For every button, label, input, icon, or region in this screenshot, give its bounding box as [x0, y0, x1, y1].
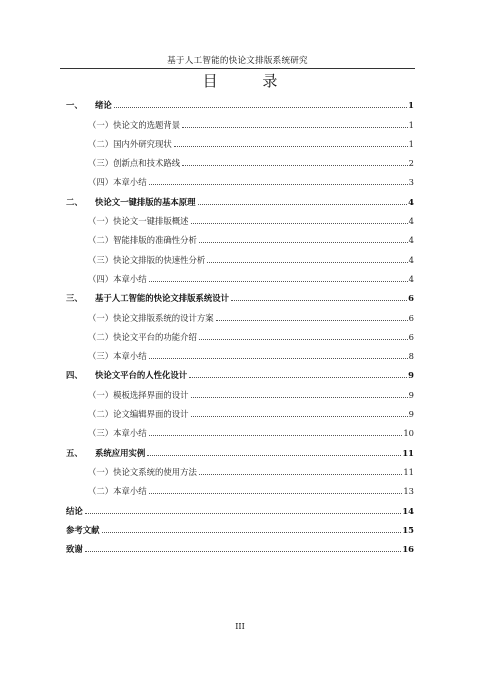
toc-page-number: 2	[408, 158, 414, 169]
entry-title: 参考文献	[66, 524, 100, 535]
dot-leader	[114, 107, 407, 108]
dot-leader	[149, 281, 408, 282]
toc-section-entry[interactable]	[66, 323, 414, 342]
toc-entry-label	[88, 409, 189, 419]
entry-title: （四）本章小结	[88, 273, 147, 284]
toc-entry-label	[88, 428, 147, 438]
entry-title: （四）本章小结	[88, 177, 147, 188]
toc-chapter-entry[interactable]	[66, 438, 414, 457]
toc-section-entry[interactable]	[66, 149, 414, 168]
dot-leader	[85, 551, 402, 552]
toc-page-number: 9	[408, 409, 414, 420]
toc-entry-label	[66, 370, 187, 380]
entry-title: （三）本章小结	[88, 351, 147, 362]
entry-title: （一）快论文排版系统的设计方案	[88, 312, 214, 323]
toc-section-entry[interactable]	[66, 458, 414, 477]
toc-page-number: 4	[408, 273, 414, 284]
toc-entry-label	[66, 100, 112, 110]
toc-entry-label	[88, 235, 197, 245]
entry-title: （一）快论文系统的使用方法	[88, 466, 197, 477]
chapter-number: 一、	[66, 100, 83, 111]
toc-section-entry[interactable]	[66, 245, 414, 264]
entry-title: （二）论文编辑界面的设计	[88, 409, 189, 420]
dot-leader	[174, 146, 408, 147]
entry-title: （二）本章小结	[88, 486, 147, 497]
toc-title: 目 录	[202, 72, 298, 90]
dot-leader	[149, 358, 408, 359]
toc-section-entry[interactable]	[66, 207, 414, 226]
toc-entry-label	[88, 255, 205, 265]
toc-page-number: 16	[402, 544, 414, 555]
dot-leader	[182, 127, 408, 128]
toc-entry-label	[66, 544, 83, 554]
page-number: III	[235, 622, 245, 631]
toc-section-entry[interactable]	[66, 168, 414, 187]
toc-chapter-entry[interactable]	[66, 361, 414, 380]
toc-entry-label	[88, 139, 172, 149]
toc-page-number: 6	[408, 312, 414, 323]
toc-page-number: 6	[408, 293, 414, 304]
toc-section-entry[interactable]	[66, 477, 414, 496]
entry-title: 系统应用实例	[95, 447, 146, 458]
dot-leader	[199, 474, 402, 475]
dot-leader	[198, 204, 408, 205]
toc-page-number: 13	[403, 486, 414, 497]
toc-chapter-entry[interactable]	[66, 91, 414, 110]
toc-entry-label	[88, 216, 189, 226]
chapter-number: 四、	[66, 370, 83, 381]
dot-leader	[149, 184, 408, 185]
dot-leader	[231, 300, 407, 301]
dot-leader	[189, 377, 407, 378]
toc-page-number: 14	[402, 505, 414, 516]
dot-leader	[102, 532, 402, 533]
entry-title: 结论	[66, 505, 83, 516]
toc-section-entry[interactable]	[66, 400, 414, 419]
dot-leader	[147, 455, 401, 456]
toc-entry-label	[66, 197, 196, 207]
entry-title: （二）快论文平台的功能介绍	[88, 331, 197, 342]
entry-title: （三）创新点和技术路线	[88, 158, 181, 169]
entry-title: 快论文平台的人性化设计	[95, 370, 188, 381]
toc-page-number: 11	[402, 447, 414, 458]
toc-entry-label	[88, 313, 214, 323]
entry-title: （三）本章小结	[88, 428, 147, 439]
chapter-number: 五、	[66, 447, 83, 458]
toc-page-number: 8	[408, 351, 414, 362]
dot-leader	[149, 493, 403, 494]
entry-title: （一）快论文一键排版概述	[88, 216, 189, 227]
toc-section-entry[interactable]	[66, 419, 414, 438]
chapter-number: 三、	[66, 293, 83, 304]
toc-page-number: 1	[408, 119, 414, 130]
toc-page-number: 4	[408, 235, 414, 246]
header-rule	[60, 68, 415, 69]
dot-leader	[149, 435, 403, 436]
toc-entry-label	[88, 351, 147, 361]
toc-page-number: 9	[408, 370, 414, 381]
toc-entry[interactable]	[66, 496, 414, 515]
toc-page-number: 1	[408, 100, 414, 111]
toc-entry-label	[88, 158, 180, 168]
toc-entry-label	[88, 390, 189, 400]
toc-page-number: 1	[408, 138, 414, 149]
running-header: 基于人工智能的快论文排版系统研究	[167, 56, 308, 66]
table-of-contents	[66, 91, 414, 554]
dot-leader	[85, 513, 402, 514]
entry-title: 快论文一键排版的基本原理	[95, 196, 196, 207]
toc-page-number: 4	[408, 254, 414, 265]
entry-title: （二）智能排版的准确性分析	[88, 235, 197, 246]
toc-chapter-entry[interactable]	[66, 284, 414, 303]
toc-section-entry[interactable]	[66, 303, 414, 322]
toc-page-number: 3	[408, 177, 414, 188]
toc-entry-label	[88, 177, 147, 187]
toc-section-entry[interactable]	[66, 342, 414, 361]
toc-page-number: 9	[408, 389, 414, 400]
toc-entry-label	[88, 332, 197, 342]
entry-title: （一）快论文的选题背景	[88, 119, 181, 130]
toc-entry-label	[88, 467, 197, 477]
entry-title: 致谢	[66, 544, 83, 555]
toc-section-entry[interactable]	[66, 110, 414, 129]
toc-entry-label	[66, 525, 100, 535]
toc-page-number: 4	[408, 216, 414, 227]
entry-title: （三）快论文排版的快速性分析	[88, 254, 206, 265]
toc-entry-label	[88, 486, 147, 496]
toc-entry[interactable]	[66, 535, 414, 554]
toc-entry-label	[66, 506, 83, 516]
toc-page-number: 15	[402, 524, 414, 535]
entry-title: 绪论	[95, 100, 112, 111]
toc-page-number: 6	[408, 331, 414, 342]
entry-title: （一）模板选择界面的设计	[88, 389, 189, 400]
toc-entry[interactable]	[66, 516, 414, 535]
toc-chapter-entry[interactable]	[66, 187, 414, 206]
dot-leader	[216, 320, 408, 321]
toc-page-number: 11	[403, 466, 414, 477]
chapter-number: 二、	[66, 196, 83, 207]
toc-entry-label	[88, 274, 147, 284]
toc-page-number: 4	[408, 196, 414, 207]
dot-leader	[207, 262, 407, 263]
dot-leader	[191, 223, 408, 224]
toc-entry-label	[88, 120, 180, 130]
toc-section-entry[interactable]	[66, 226, 414, 245]
dot-leader	[191, 416, 408, 417]
dot-leader	[182, 165, 408, 166]
toc-section-entry[interactable]	[66, 380, 414, 399]
entry-title: 基于人工智能的快论文排版系统设计	[95, 293, 229, 304]
dot-leader	[199, 339, 408, 340]
dot-leader	[191, 397, 408, 398]
toc-page-number: 10	[403, 428, 414, 439]
toc-section-entry[interactable]	[66, 265, 414, 284]
toc-entry-label	[66, 448, 145, 458]
dot-leader	[199, 242, 408, 243]
toc-entry-label	[66, 293, 229, 303]
toc-section-entry[interactable]	[66, 130, 414, 149]
entry-title: （二）国内外研究现状	[88, 138, 172, 149]
